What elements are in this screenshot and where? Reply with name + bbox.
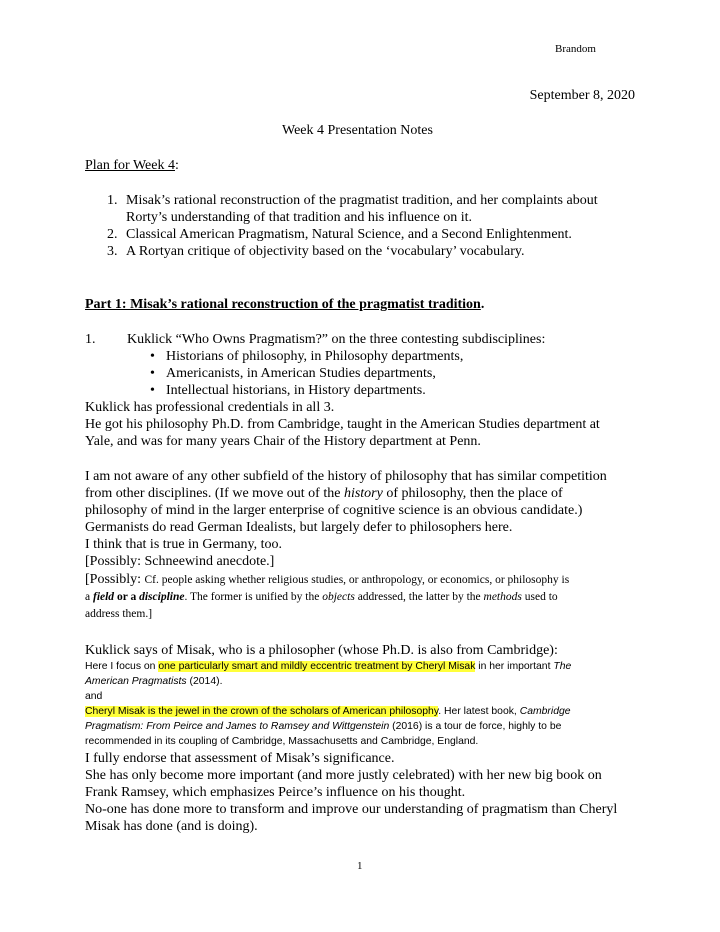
para2-line-1: I am not aware of any other subfield of the history of philosophy that has similar competition	[85, 469, 607, 484]
bullet-dot-icon: •	[150, 383, 155, 398]
para3-line-1: Kuklick says of Misak, who is a philosopher (whose Ph.D. is also from Cambridge):	[85, 643, 558, 658]
text-run: (2016) is a tour de force, highly to be	[389, 721, 562, 732]
bullet-text: Historians of philosophy, in Philosophy departments,	[166, 349, 464, 364]
para2-line-9: address them.]	[85, 608, 153, 620]
plan-heading-text: Plan for Week 4	[85, 158, 175, 173]
bullet-dot-icon: •	[150, 349, 155, 364]
text-run: (2014).	[186, 676, 223, 687]
bullet-text: Intellectual historians, in History departments.	[166, 383, 426, 398]
header-author: Brandom	[555, 43, 596, 55]
italic-title: The	[553, 661, 572, 672]
quote-line-5: recommended in its coupling of Cambridge, Massachusetts and Cambridge, England.	[85, 736, 479, 747]
section1-line-3: Yale, and was for many years Chair of the History department at Penn.	[85, 434, 481, 449]
italic-title: American Pragmatists	[85, 676, 187, 687]
quote-line-1	[85, 659, 571, 675]
section1-bullet-3	[150, 382, 426, 399]
italic-history: history	[343, 486, 383, 501]
plan-item-3-line1: A Rortyan critique of objectivity based on the ‘vocabulary’ vocabulary.	[126, 244, 525, 259]
text-run: in her important	[475, 661, 554, 672]
text-run: of philosophy, then the place of	[382, 486, 563, 501]
para2-line-8	[85, 589, 558, 605]
part1-heading-text: Part 1: Misak’s rational reconstruction of the pragmatist tradition	[85, 297, 481, 312]
bold-or: or a	[114, 591, 140, 603]
para2-line-4: Germanists do read German Idealists, but largely defer to philosophers here.	[85, 520, 513, 535]
bullet-dot-icon: •	[150, 366, 155, 381]
section1-bullet-2	[150, 365, 436, 382]
page-number: 1	[357, 860, 363, 872]
bullet-text: Americanists, in American Studies departments,	[166, 366, 436, 381]
text-run: Here I focus on	[85, 661, 159, 672]
section1-line-1: Kuklick has professional credentials in all 3.	[85, 400, 335, 415]
plan-heading	[85, 157, 179, 174]
para3-line-5: No-one has done more to transform and improve our understanding of pragmatism than Cheryl	[85, 802, 618, 817]
text-run: a	[85, 591, 93, 603]
para3-line-6: Misak has done (and is doing).	[85, 819, 258, 834]
plan-item-3-num: 3.	[107, 244, 118, 259]
highlighted-text: one particularly smart and mildly eccentric treatment by Cheryl Misak	[158, 661, 476, 672]
text-run: from other disciplines. (If we move out of the	[85, 486, 344, 501]
italic-objects: objects	[322, 591, 355, 603]
para2-line-7	[85, 571, 569, 588]
text-run-small: Cf. people asking whether religious studies, or anthropology, or economics, or philosophy is	[144, 574, 570, 586]
highlighted-text: Cheryl Misak is the jewel in the crown of the scholars of American philosophy	[85, 706, 439, 717]
plan-item-1-line1: Misak’s rational reconstruction of the pragmatist tradition, and her complaints about	[126, 193, 598, 208]
text-run: . Her latest book,	[438, 706, 520, 717]
quote-line-2	[85, 674, 222, 690]
bold-italic-discipline: discipline	[139, 591, 185, 603]
section1-intro: Kuklick “Who Owns Pragmatism?” on the three contesting subdisciplines:	[127, 332, 546, 347]
quote-line-3	[85, 704, 571, 720]
italic-title: Pragmatism: From Peirce and James to Ramsey and Wittgenstein	[85, 721, 390, 732]
para2-line-5: I think that is true in Germany, too.	[85, 537, 282, 552]
section1-num: 1.	[85, 332, 96, 347]
plan-item-1-num: 1.	[107, 193, 118, 208]
plan-heading-colon: :	[174, 158, 179, 173]
part1-heading-period: .	[480, 297, 485, 312]
quote-line-4	[85, 719, 561, 735]
para3-line-4: Frank Ramsey, which emphasizes Peirce’s influence on his thought.	[85, 785, 466, 800]
italic-methods: methods	[483, 591, 522, 603]
page-title: Week 4 Presentation Notes	[282, 123, 433, 138]
plan-item-1-line2: Rorty’s understanding of that tradition and his influence on it.	[126, 210, 473, 225]
text-run: addressed, the latter by the	[354, 591, 484, 603]
text-run: [Possibly:	[85, 572, 145, 587]
section1-bullet-1	[150, 348, 463, 365]
bold-italic-field: field	[92, 591, 115, 603]
document-date: September 8, 2020	[529, 88, 635, 103]
para2-line-2	[85, 485, 563, 502]
plan-item-2-num: 2.	[107, 227, 118, 242]
para2-line-6: [Possibly: Schneewind anecdote.]	[85, 554, 275, 569]
para2-line-3: philosophy of mind in the larger enterprise of cognitive science is an obvious candidate.)	[85, 503, 583, 518]
plan-item-2-line1: Classical American Pragmatism, Natural Science, and a Second Enlightenment.	[126, 227, 572, 242]
italic-title: Cambridge	[519, 706, 571, 717]
quote-and: and	[85, 691, 103, 702]
text-run: used to	[521, 591, 558, 603]
section1-line-2: He got his philosophy Ph.D. from Cambridge, taught in the American Studies department at	[85, 417, 600, 432]
para3-line-3: She has only become more important (and more justly celebrated) with her new big book on	[85, 768, 602, 783]
part1-heading	[85, 296, 484, 313]
text-run: . The former is unified by the	[184, 591, 323, 603]
para3-line-2: I fully endorse that assessment of Misak’s significance.	[85, 751, 395, 766]
